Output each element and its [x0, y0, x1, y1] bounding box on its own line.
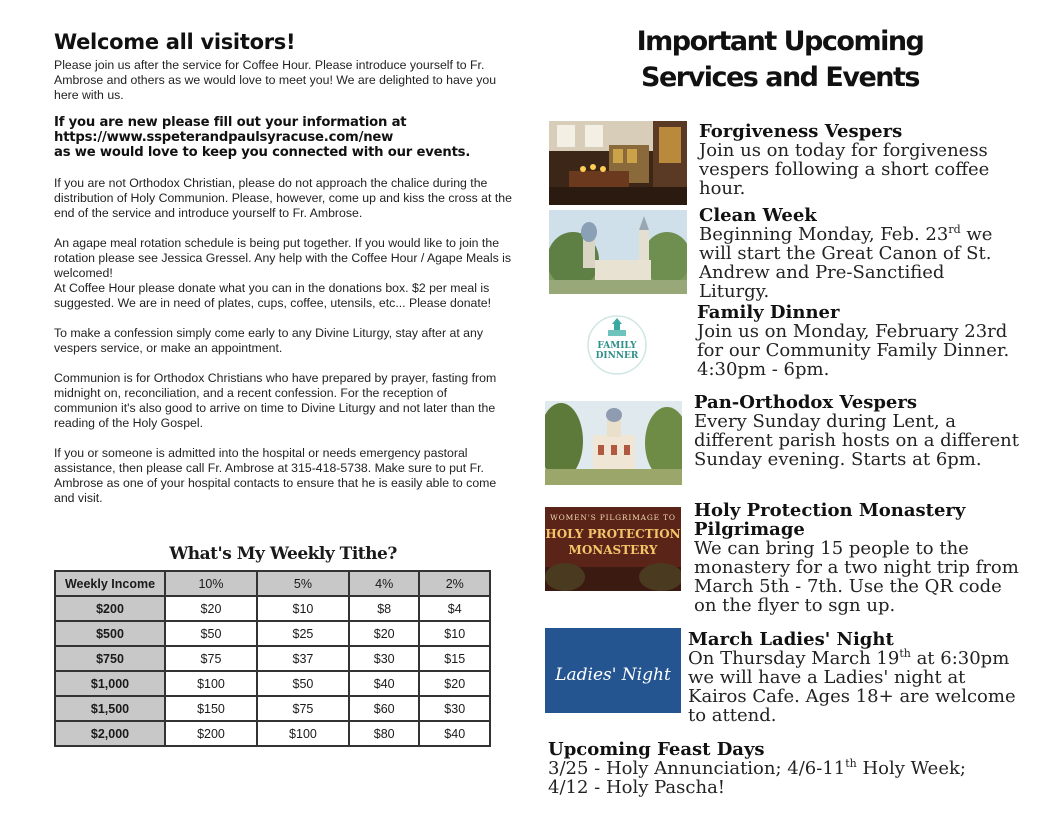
- feast-line-1-a: 3/25 - Holy Annunciation; 4/6-11: [548, 758, 846, 779]
- tithe-cell: $20: [165, 596, 257, 621]
- tithe-cell: $4: [419, 596, 490, 621]
- table-row: [55, 671, 490, 696]
- new-visitor-note: [54, 115, 512, 160]
- tithe-cell: $20: [349, 621, 420, 646]
- tithe-cell: $50: [165, 621, 257, 646]
- income-cell: $500: [55, 621, 165, 646]
- ladies-night-image-text: Ladies' Night: [555, 665, 671, 685]
- welcome-title: Welcome all visitors!: [54, 30, 296, 54]
- tithe-cell: $20: [419, 671, 490, 696]
- ladies-night-title: March Ladies' Night: [688, 629, 894, 650]
- feast-days-title: Upcoming Feast Days: [548, 739, 765, 760]
- forgiveness-vespers-image: [549, 121, 687, 205]
- feast-days-line-2: 4/12 - Holy Pascha!: [548, 777, 726, 798]
- events-title: [560, 24, 1000, 96]
- feast-days: [548, 740, 1028, 797]
- table-row: [55, 621, 490, 646]
- tithe-cell: $30: [349, 646, 420, 671]
- clean-week-desc: [699, 225, 1019, 301]
- ladies-night-desc-b: at 6:30pm we will have a Ladies' night at Kairos Cafe. Ages 18+ are welcome to attend.: [688, 648, 1016, 726]
- events-title-line-2: Services and Events: [641, 62, 919, 93]
- events-title-line-1: Important Upcoming: [636, 26, 924, 57]
- tithe-cell: $40: [349, 671, 420, 696]
- communion-note: Communion is for Orthodox Christians who have prepared by prayer, fasting from midnight on, reconciliation, and a recent confession. For the reception of communion it's also good to arrive on time to Divine Liturgy and not later than the reading of the Holy Gospel.: [54, 371, 497, 430]
- table-row: [55, 646, 490, 671]
- tithe-cell: $10: [419, 621, 490, 646]
- agape-note: An agape meal rotation schedule is being put together. If you would like to join the rotation please see Jessica Gressel. Any help with the Coffee Hour / Agape Meals is welcomed!: [54, 236, 512, 280]
- table-row: [55, 696, 490, 721]
- tithe-header-2: 2%: [419, 571, 490, 596]
- clean-week-event: [699, 206, 1019, 301]
- family-dinner-event: [697, 303, 1027, 379]
- family-dinner-title: Family Dinner: [697, 302, 840, 323]
- tithe-cell: $150: [165, 696, 257, 721]
- tithe-cell: $100: [165, 671, 257, 696]
- pan-orthodox-vespers-event: [694, 393, 1024, 469]
- forgiveness-vespers-title: Forgiveness Vespers: [699, 121, 903, 142]
- ladies-night-desc: [688, 649, 1028, 725]
- forgiveness-vespers-event: [699, 122, 1019, 198]
- family-dinner-logo-line-2: DINNER: [595, 351, 639, 361]
- donate-note: At Coffee Hour please donate what you can in the donations box. $2 per meal is suggested. We are in need of plates, cups, coffee, utensils, etc... Please donate!: [54, 281, 492, 310]
- ladies-night-desc-a: On Thursday March 19: [688, 648, 900, 669]
- income-cell: $1,500: [55, 696, 165, 721]
- tithe-header-10: 10%: [165, 571, 257, 596]
- family-dinner-logo: [586, 314, 648, 376]
- pilgrimage-image-line-1: WOMEN'S PILGRIMAGE TO: [550, 513, 676, 522]
- clean-week-image: [549, 210, 687, 294]
- income-cell: $1,000: [55, 671, 165, 696]
- new-visitor-line-3: as we would love to keep you connected with our events.: [54, 145, 471, 160]
- pilgrimage-title-line-1: Holy Protection Monastery: [694, 500, 966, 521]
- tithe-cell: $80: [349, 721, 420, 746]
- pilgrimage-image: [545, 507, 681, 591]
- tithe-cell: $15: [419, 646, 490, 671]
- pan-orthodox-vespers-image: [545, 401, 682, 485]
- clean-week-desc-sup: rd: [948, 223, 961, 236]
- new-visitor-url[interactable]: https://www.sspeterandpaulsyracuse.com/new: [54, 130, 394, 145]
- feast-line-1-sup: th: [845, 757, 857, 770]
- clean-week-desc-a: Beginning Monday, Feb. 23: [699, 224, 949, 245]
- hospital-note: If you or someone is admitted into the hospital or needs emergency pastoral assistance, then please call Fr. Ambrose at 315-418-5738. Make sure to put Fr. Ambrose as one of your hospital contacts to ensure that he is easily able to come and visit.: [54, 446, 497, 505]
- clean-week-title: Clean Week: [699, 205, 817, 226]
- pan-orthodox-vespers-title: Pan-Orthodox Vespers: [694, 392, 917, 413]
- tithe-cell: $75: [165, 646, 257, 671]
- tithe-header-4: 4%: [349, 571, 420, 596]
- tithe-header-5: 5%: [257, 571, 349, 596]
- table-row: [55, 721, 490, 746]
- income-cell: $200: [55, 596, 165, 621]
- tithe-cell: $10: [257, 596, 349, 621]
- tithe-table: [54, 570, 491, 747]
- tithe-cell: $75: [257, 696, 349, 721]
- pan-orthodox-vespers-desc: Every Sunday during Lent, a different parish hosts on a different Sunday evening. Starts at 6pm.: [694, 411, 1019, 470]
- family-dinner-desc: Join us on Monday, February 23rd for our Community Family Dinner. 4:30pm - 6pm.: [697, 321, 1010, 380]
- pilgrimage-image-line-3: MONASTERY: [568, 543, 658, 557]
- ladies-night-desc-sup: th: [899, 647, 911, 660]
- tithe-cell: $25: [257, 621, 349, 646]
- feast-line-1-b: Holy Week;: [856, 758, 966, 779]
- tithe-cell: $50: [257, 671, 349, 696]
- tithe-cell: $60: [349, 696, 420, 721]
- tithe-header-row: [55, 571, 490, 596]
- ladies-night-event: [688, 630, 1028, 725]
- forgiveness-vespers-desc: Join us on today for forgiveness vespers following a short coffee hour.: [699, 140, 990, 199]
- tithe-cell: $200: [165, 721, 257, 746]
- tithe-cell: $8: [349, 596, 420, 621]
- tithe-header-income: Weekly Income: [55, 571, 165, 596]
- table-row: [55, 596, 490, 621]
- income-cell: $2,000: [55, 721, 165, 746]
- clean-week-desc-b: we will start the Great Canon of St. Andrew and Pre-Sanctified Liturgy.: [699, 224, 993, 302]
- confession-note: To make a confession simply come early to any Divine Liturgy, stay after at any vespers service, or make an appointment.: [54, 326, 483, 355]
- tithe-title: What's My Weekly Tithe?: [169, 544, 397, 564]
- ladies-night-image: [545, 628, 681, 713]
- tithe-cell: $40: [419, 721, 490, 746]
- pilgrimage-desc: We can bring 15 people to the monastery for a two night trip from March 5th - 7th. Use the QR code on the flyer to sgn up.: [694, 538, 1019, 616]
- new-visitor-line-1: If you are new please fill out your information at: [54, 115, 407, 130]
- welcome-intro: Please join us after the service for Coffee Hour. Please introduce yourself to Fr. Ambrose and others as we would love to meet you! We are delighted to have you here with us.: [54, 58, 497, 102]
- welcome-section: [54, 30, 512, 506]
- pilgrimage-image-line-2: HOLY PROTECTION: [545, 527, 681, 541]
- income-cell: $750: [55, 646, 165, 671]
- family-dinner-logo-line-1: FAMILY: [597, 341, 637, 351]
- pilgrimage-event: [694, 501, 1024, 615]
- pilgrimage-title-line-2: Pilgrimage: [694, 519, 805, 540]
- tithe-cell: $100: [257, 721, 349, 746]
- tithe-cell: $37: [257, 646, 349, 671]
- feast-days-line-1: [548, 759, 1028, 778]
- tithe-cell: $30: [419, 696, 490, 721]
- orthodox-note: If you are not Orthodox Christian, please do not approach the chalice during the distribution of Holy Communion. Please, however, come up and kiss the cross at the end of the service and introduce yourself to Fr. Ambrose.: [54, 176, 512, 220]
